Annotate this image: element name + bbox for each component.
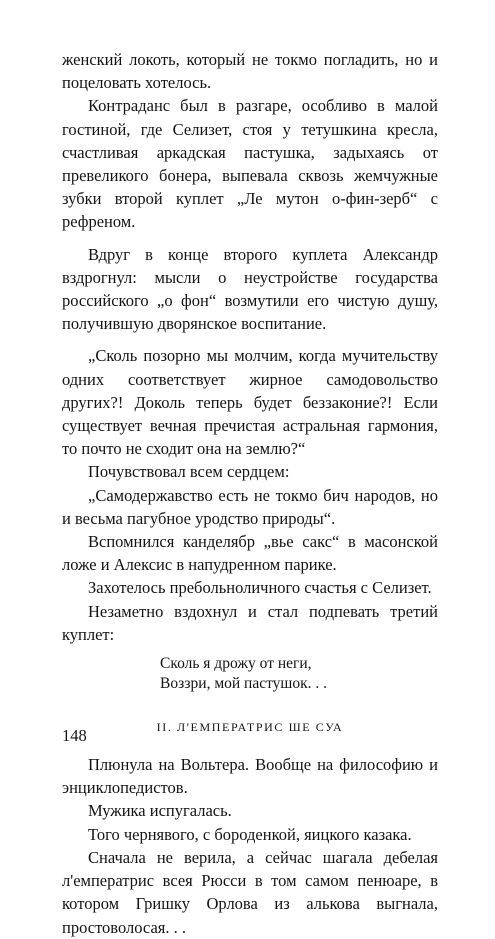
- verse-line: Сколь я дрожу от неги,: [160, 655, 312, 673]
- verse-quote: [160, 654, 438, 693]
- paragraph: Плюнула на Вольтера. Вообще на философию и энциклопедистов.: [62, 755, 438, 798]
- paragraph: Мужика испугалась.: [88, 801, 232, 821]
- paragraph: Захотелось пребольноличного счастья с Селизет.: [88, 578, 432, 598]
- paragraph: Контраданс был в разгаре, особливо в малой гостиной, где Селизет, стоя у тетушкина кресла, счастливая аркадская пастушка, задыхаясь от превеликого бонера, выпевала сквозь жемчужные зубки второй куплет „Ле мутон о-фин-зерб“ с рефреном.: [62, 96, 438, 232]
- paragraph: Вдруг в конце второго куплета Александр вздрогнул: мысли о неустройстве государства российского „о фон“ возмутили его чистую душу, получившую дворянское воспитание.: [62, 244, 438, 334]
- book-page: [62, 48, 438, 939]
- paragraph: Вспомнился канделябр „вье сакс“ в масонской ложе и Алексис в напудренном парике.: [62, 532, 438, 575]
- paragraph: Незаметно вздохнул и стал подпевать третий куплет:: [62, 601, 438, 644]
- paragraph: Почувствовал всем сердцем:: [88, 462, 290, 482]
- paragraph: Того чернявого, с бороденкой, яицкого казака.: [88, 824, 412, 844]
- paragraph: Сначала не верила, а сейчас шагала дебелая л'емператрис всея Рюсси в том самом пенюаре, в котором Гришку Орлова из алькова выгнала, простоволосая. . .: [62, 847, 438, 937]
- chapter-heading: II. Л'ЕМПЕРАТРИС ШЕ СУА: [156, 720, 344, 735]
- page-number: 148: [62, 726, 87, 745]
- paragraph: женский локоть, который не токмо погладить, но и поцеловать хотелось.: [62, 50, 438, 93]
- paragraph: „Сколь позорно мы молчим, когда мучительству одних соответствует жирное самодовольство других?! Доколь теперь будет беззаконие?! Если существует вечная пречистая астральная гармония, то почто не сходит она на землю?“: [62, 346, 438, 459]
- verse-line: Воззри, мой пастушок. . .: [160, 674, 328, 692]
- paragraph: „Самодержавство есть не токмо бич народов, но и весьма пагубное уродство природы“.: [62, 485, 438, 528]
